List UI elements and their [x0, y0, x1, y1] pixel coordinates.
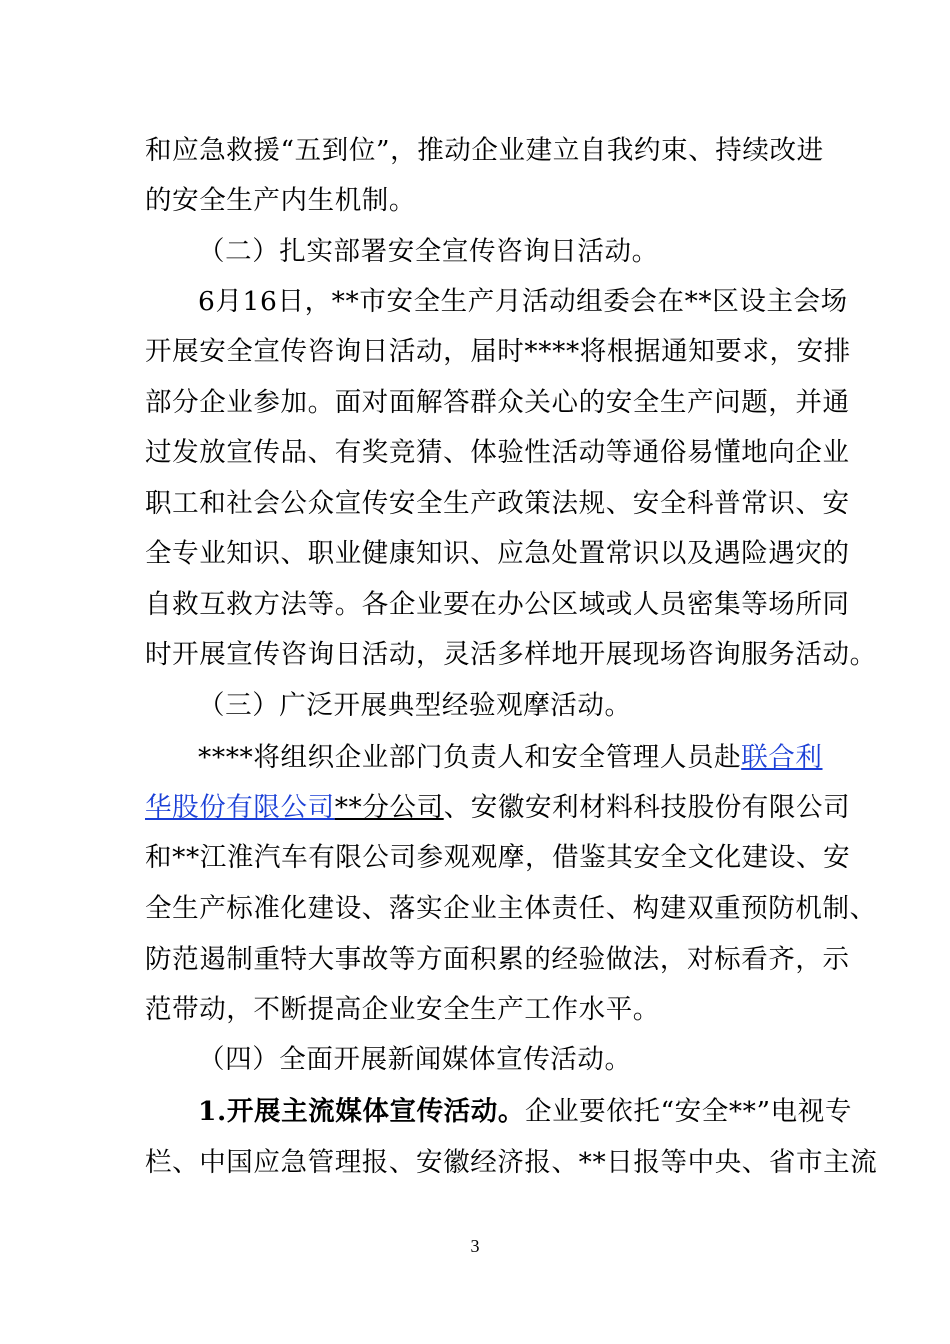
page-number: 3: [470, 1236, 480, 1256]
text-line: 全生产标准化建设、落实企业主体责任、构建双重预防机制、: [145, 893, 877, 924]
text-line: 6月16日，**市安全生产月活动组委会在**区设主会场: [198, 286, 848, 317]
text-line: 全专业知识、职业健康知识、应急处置常识以及遇险遇灾的: [145, 538, 850, 569]
underlined-text: **分公司: [334, 792, 444, 823]
text-segment: ****将组织企业部门负责人和安全管理人员赴: [198, 742, 742, 773]
section-heading: （四）全面开展新闻媒体宣传活动。: [198, 1044, 632, 1075]
text-line: [198, 738, 878, 778]
text-line: 和**江淮汽车有限公司参观观摩，借鉴其安全文化建设、安: [145, 842, 851, 873]
text-line: 和应急救援“五到位”，推动企业建立自我约束、持续改进: [145, 135, 824, 166]
text-line: 自救互救方法等。各企业要在办公区域或人员密集等场所同: [145, 589, 850, 620]
text-line: 范带动，不断提高企业安全生产工作水平。: [145, 994, 660, 1025]
text-line: [198, 1092, 878, 1132]
section-heading: （二）扎实部署安全宣传咨询日活动。: [198, 236, 659, 267]
text-line: 防范遏制重特大事故等方面积累的经验做法，对标看齐，示: [145, 944, 850, 975]
company-link[interactable]: 联合利: [741, 742, 823, 773]
text-line: 栏、中国应急管理报、安徽经济报、**日报等中央、省市主流: [145, 1147, 878, 1178]
text-line: 开展安全宣传咨询日活动，届时****将根据通知要求，安排: [145, 336, 851, 367]
text-line: 时开展宣传咨询日活动，灵活多样地开展现场咨询服务活动。: [145, 639, 877, 670]
bold-lead: 1.开展主流媒体宣传活动。: [198, 1096, 525, 1127]
text-line: 职工和社会公众宣传安全生产政策法规、安全科普常识、安: [145, 488, 850, 519]
text-line: 的安全生产内生机制。: [145, 185, 416, 216]
text-segment: 企业要依托“安全**”电视专: [524, 1096, 852, 1127]
company-link[interactable]: 华股份有限公司: [145, 792, 335, 823]
text-segment: 、安徽安利材料科技股份有限公司: [443, 792, 851, 823]
text-line: 部分企业参加。面对面解答群众关心的安全生产问题，并通: [145, 387, 850, 418]
section-heading: （三）广泛开展典型经验观摩活动。: [198, 690, 632, 721]
text-line: 过发放宣传品、有奖竞猜、体验性活动等通俗易懂地向企业: [145, 437, 850, 468]
text-line: [145, 788, 851, 828]
